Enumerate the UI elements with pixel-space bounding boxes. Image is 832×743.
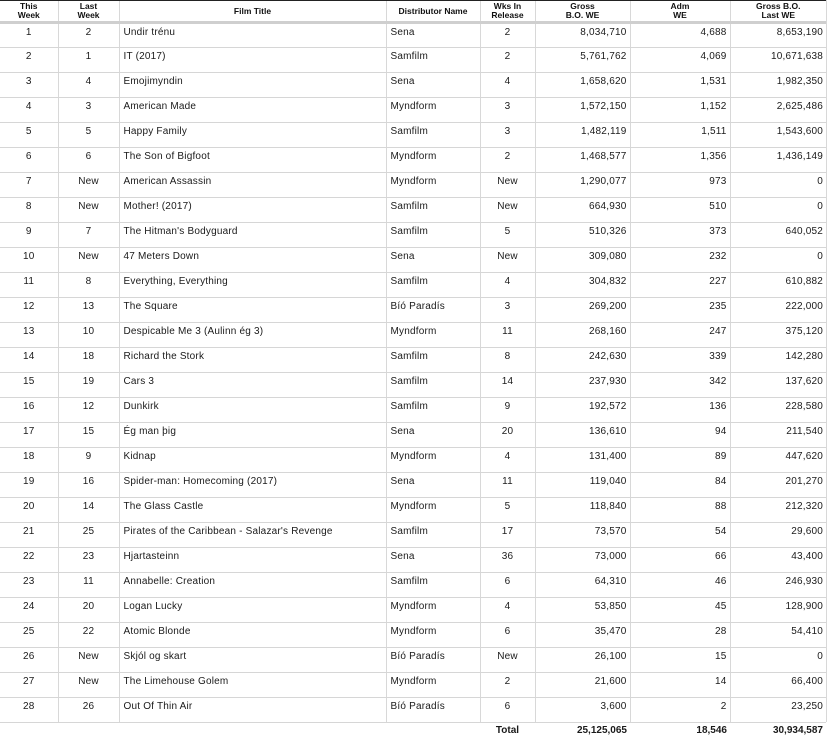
- cell-gross-bo-we: 3,600: [535, 698, 630, 723]
- cell-gross-bo-we: 131,400: [535, 448, 630, 473]
- cell-this-week: 5: [0, 123, 58, 148]
- cell-gross-bo-last-we: 222,000: [730, 298, 826, 323]
- header-film-title: Film Title: [119, 1, 386, 23]
- cell-film-title: Everything, Everything: [119, 273, 386, 298]
- table-row: [0, 598, 826, 623]
- cell-this-week: 26: [0, 648, 58, 673]
- cell-wks-in-release: New: [480, 198, 535, 223]
- cell-gross-bo-we: 8,034,710: [535, 23, 630, 48]
- cell-wks-in-release: 2: [480, 148, 535, 173]
- cell-distributor: Samfilm: [386, 48, 480, 73]
- table-row: [0, 73, 826, 98]
- cell-gross-bo-we: 1,658,620: [535, 73, 630, 98]
- cell-distributor: Myndform: [386, 98, 480, 123]
- cell-wks-in-release: 3: [480, 98, 535, 123]
- cell-adm-we: 88: [630, 498, 730, 523]
- cell-gross-bo-we: 242,630: [535, 348, 630, 373]
- cell-last-week: 10: [58, 323, 119, 348]
- cell-film-title: The Son of Bigfoot: [119, 148, 386, 173]
- cell-gross-bo-last-we: 0: [730, 198, 826, 223]
- cell-adm-we: 373: [630, 223, 730, 248]
- cell-film-title: The Limehouse Golem: [119, 673, 386, 698]
- cell-gross-bo-last-we: 29,600: [730, 523, 826, 548]
- table-row: [0, 248, 826, 273]
- cell-gross-bo-last-we: 228,580: [730, 398, 826, 423]
- cell-gross-bo-we: 269,200: [535, 298, 630, 323]
- header-adm-we: Adm WE: [630, 1, 730, 23]
- cell-distributor: Samfilm: [386, 223, 480, 248]
- cell-film-title: Out Of Thin Air: [119, 698, 386, 723]
- cell-adm-we: 84: [630, 473, 730, 498]
- cell-adm-we: 28: [630, 623, 730, 648]
- cell-gross-bo-last-we: 201,270: [730, 473, 826, 498]
- table-header: [0, 1, 826, 23]
- cell-last-week: 3: [58, 98, 119, 123]
- cell-wks-in-release: 6: [480, 573, 535, 598]
- table-row: [0, 423, 826, 448]
- cell-adm-we: 227: [630, 273, 730, 298]
- table-row: [0, 123, 826, 148]
- cell-film-title: Pirates of the Caribbean - Salazar's Revenge: [119, 523, 386, 548]
- table-row: [0, 148, 826, 173]
- cell-adm-we: 45: [630, 598, 730, 623]
- cell-adm-we: 232: [630, 248, 730, 273]
- cell-last-week: 1: [58, 48, 119, 73]
- cell-wks-in-release: 9: [480, 398, 535, 423]
- cell-film-title: The Glass Castle: [119, 498, 386, 523]
- cell-this-week: 15: [0, 373, 58, 398]
- cell-distributor: Myndform: [386, 498, 480, 523]
- table-row: [0, 573, 826, 598]
- table-row: [0, 23, 826, 48]
- cell-film-title: Richard the Stork: [119, 348, 386, 373]
- cell-film-title: Ég man þig: [119, 423, 386, 448]
- total-gross-bo-we: 25,125,065: [535, 723, 630, 743]
- cell-gross-bo-we: 192,572: [535, 398, 630, 423]
- cell-gross-bo-we: 5,761,762: [535, 48, 630, 73]
- cell-gross-bo-we: 73,570: [535, 523, 630, 548]
- table-row: [0, 498, 826, 523]
- table-row: [0, 223, 826, 248]
- cell-distributor: Myndform: [386, 148, 480, 173]
- cell-gross-bo-last-we: 137,620: [730, 373, 826, 398]
- cell-distributor: Myndform: [386, 673, 480, 698]
- cell-last-week: 20: [58, 598, 119, 623]
- cell-gross-bo-we: 237,930: [535, 373, 630, 398]
- cell-wks-in-release: 14: [480, 373, 535, 398]
- cell-gross-bo-we: 309,080: [535, 248, 630, 273]
- cell-this-week: 23: [0, 573, 58, 598]
- cell-gross-bo-last-we: 375,120: [730, 323, 826, 348]
- table-row: [0, 673, 826, 698]
- cell-last-week: 6: [58, 148, 119, 173]
- cell-adm-we: 89: [630, 448, 730, 473]
- cell-gross-bo-last-we: 54,410: [730, 623, 826, 648]
- cell-last-week: 13: [58, 298, 119, 323]
- cell-adm-we: 94: [630, 423, 730, 448]
- cell-distributor: Samfilm: [386, 198, 480, 223]
- cell-last-week: 8: [58, 273, 119, 298]
- cell-wks-in-release: 5: [480, 223, 535, 248]
- cell-adm-we: 1,511: [630, 123, 730, 148]
- cell-film-title: Dunkirk: [119, 398, 386, 423]
- cell-wks-in-release: 5: [480, 498, 535, 523]
- cell-this-week: 22: [0, 548, 58, 573]
- table-row: [0, 623, 826, 648]
- cell-adm-we: 4,069: [630, 48, 730, 73]
- cell-distributor: Samfilm: [386, 523, 480, 548]
- cell-last-week: New: [58, 673, 119, 698]
- cell-film-title: The Square: [119, 298, 386, 323]
- cell-distributor: Myndform: [386, 323, 480, 348]
- cell-gross-bo-last-we: 128,900: [730, 598, 826, 623]
- cell-gross-bo-last-we: 0: [730, 173, 826, 198]
- cell-gross-bo-last-we: 43,400: [730, 548, 826, 573]
- cell-film-title: American Assassin: [119, 173, 386, 198]
- cell-film-title: Spider-man: Homecoming (2017): [119, 473, 386, 498]
- cell-wks-in-release: 2: [480, 23, 535, 48]
- cell-adm-we: 46: [630, 573, 730, 598]
- table-body: [0, 23, 826, 723]
- cell-distributor: Samfilm: [386, 123, 480, 148]
- cell-this-week: 14: [0, 348, 58, 373]
- cell-wks-in-release: 2: [480, 48, 535, 73]
- cell-distributor: Myndform: [386, 448, 480, 473]
- cell-last-week: 12: [58, 398, 119, 423]
- cell-adm-we: 66: [630, 548, 730, 573]
- cell-gross-bo-last-we: 0: [730, 648, 826, 673]
- cell-this-week: 20: [0, 498, 58, 523]
- cell-gross-bo-last-we: 447,620: [730, 448, 826, 473]
- cell-gross-bo-we: 510,326: [535, 223, 630, 248]
- cell-wks-in-release: 4: [480, 598, 535, 623]
- cell-gross-bo-last-we: 246,930: [730, 573, 826, 598]
- table-row: [0, 648, 826, 673]
- cell-gross-bo-last-we: 640,052: [730, 223, 826, 248]
- cell-last-week: 22: [58, 623, 119, 648]
- cell-distributor: Sena: [386, 248, 480, 273]
- cell-last-week: 25: [58, 523, 119, 548]
- table-row: [0, 348, 826, 373]
- table-row: [0, 523, 826, 548]
- cell-gross-bo-we: 268,160: [535, 323, 630, 348]
- cell-adm-we: 1,356: [630, 148, 730, 173]
- cell-gross-bo-last-we: 142,280: [730, 348, 826, 373]
- table-row: [0, 173, 826, 198]
- header-gross-bo-last-we: Gross B.O. Last WE: [730, 1, 826, 23]
- cell-last-week: 16: [58, 473, 119, 498]
- cell-this-week: 9: [0, 223, 58, 248]
- table-row: [0, 198, 826, 223]
- cell-film-title: IT (2017): [119, 48, 386, 73]
- cell-adm-we: 136: [630, 398, 730, 423]
- table-row: [0, 473, 826, 498]
- cell-film-title: Despicable Me 3 (Aulinn ég 3): [119, 323, 386, 348]
- cell-last-week: 18: [58, 348, 119, 373]
- cell-this-week: 28: [0, 698, 58, 723]
- cell-this-week: 16: [0, 398, 58, 423]
- cell-film-title: 47 Meters Down: [119, 248, 386, 273]
- cell-distributor: Myndform: [386, 623, 480, 648]
- table-row: [0, 323, 826, 348]
- header-this-week: This Week: [0, 1, 58, 23]
- cell-film-title: Logan Lucky: [119, 598, 386, 623]
- cell-last-week: 19: [58, 373, 119, 398]
- cell-gross-bo-last-we: 1,543,600: [730, 123, 826, 148]
- cell-adm-we: 510: [630, 198, 730, 223]
- cell-gross-bo-last-we: 0: [730, 248, 826, 273]
- cell-adm-we: 2: [630, 698, 730, 723]
- table-row: [0, 373, 826, 398]
- cell-adm-we: 973: [630, 173, 730, 198]
- cell-this-week: 18: [0, 448, 58, 473]
- cell-this-week: 3: [0, 73, 58, 98]
- cell-adm-we: 54: [630, 523, 730, 548]
- cell-distributor: Samfilm: [386, 348, 480, 373]
- cell-last-week: 5: [58, 123, 119, 148]
- cell-distributor: Samfilm: [386, 573, 480, 598]
- cell-gross-bo-we: 1,290,077: [535, 173, 630, 198]
- cell-gross-bo-last-we: 211,540: [730, 423, 826, 448]
- cell-wks-in-release: 36: [480, 548, 535, 573]
- table-row: [0, 448, 826, 473]
- table-row: [0, 398, 826, 423]
- table-row: [0, 273, 826, 298]
- cell-film-title: Annabelle: Creation: [119, 573, 386, 598]
- cell-gross-bo-last-we: 10,671,638: [730, 48, 826, 73]
- cell-film-title: Kidnap: [119, 448, 386, 473]
- cell-gross-bo-last-we: 23,250: [730, 698, 826, 723]
- cell-adm-we: 235: [630, 298, 730, 323]
- cell-wks-in-release: 6: [480, 698, 535, 723]
- cell-adm-we: 4,688: [630, 23, 730, 48]
- header-distributor-name: Distributor Name: [386, 1, 480, 23]
- cell-film-title: Cars 3: [119, 373, 386, 398]
- cell-gross-bo-last-we: 212,320: [730, 498, 826, 523]
- cell-wks-in-release: New: [480, 248, 535, 273]
- cell-wks-in-release: 3: [480, 123, 535, 148]
- table-row: [0, 548, 826, 573]
- cell-gross-bo-we: 1,572,150: [535, 98, 630, 123]
- table-row: [0, 98, 826, 123]
- cell-gross-bo-last-we: 66,400: [730, 673, 826, 698]
- cell-gross-bo-we: 664,930: [535, 198, 630, 223]
- cell-gross-bo-last-we: 1,982,350: [730, 73, 826, 98]
- cell-this-week: 10: [0, 248, 58, 273]
- cell-wks-in-release: 8: [480, 348, 535, 373]
- header-gross-bo-we: Gross B.O. WE: [535, 1, 630, 23]
- cell-distributor: Sena: [386, 473, 480, 498]
- cell-gross-bo-we: 1,482,119: [535, 123, 630, 148]
- cell-distributor: Sena: [386, 73, 480, 98]
- cell-distributor: Bíó Paradís: [386, 648, 480, 673]
- cell-film-title: Mother! (2017): [119, 198, 386, 223]
- cell-distributor: Sena: [386, 23, 480, 48]
- table-row: [0, 48, 826, 73]
- cell-last-week: New: [58, 198, 119, 223]
- cell-this-week: 4: [0, 98, 58, 123]
- cell-gross-bo-last-we: 1,436,149: [730, 148, 826, 173]
- cell-film-title: The Hitman's Bodyguard: [119, 223, 386, 248]
- cell-this-week: 27: [0, 673, 58, 698]
- cell-this-week: 17: [0, 423, 58, 448]
- cell-adm-we: 342: [630, 373, 730, 398]
- cell-wks-in-release: 20: [480, 423, 535, 448]
- table-right-border: [826, 0, 827, 722]
- cell-gross-bo-we: 119,040: [535, 473, 630, 498]
- cell-gross-bo-last-we: 8,653,190: [730, 23, 826, 48]
- cell-wks-in-release: 11: [480, 323, 535, 348]
- cell-gross-bo-last-we: 610,882: [730, 273, 826, 298]
- cell-gross-bo-we: 53,850: [535, 598, 630, 623]
- cell-last-week: 9: [58, 448, 119, 473]
- cell-this-week: 11: [0, 273, 58, 298]
- total-adm-we: 18,546: [630, 723, 730, 743]
- cell-this-week: 12: [0, 298, 58, 323]
- cell-last-week: 7: [58, 223, 119, 248]
- cell-film-title: Atomic Blonde: [119, 623, 386, 648]
- total-label: Total: [480, 723, 535, 743]
- cell-adm-we: 15: [630, 648, 730, 673]
- cell-last-week: 2: [58, 23, 119, 48]
- cell-gross-bo-we: 26,100: [535, 648, 630, 673]
- total-gross-bo-last-we: 30,934,587: [730, 723, 826, 743]
- cell-gross-bo-we: 35,470: [535, 623, 630, 648]
- cell-film-title: American Made: [119, 98, 386, 123]
- cell-last-week: 23: [58, 548, 119, 573]
- cell-wks-in-release: 17: [480, 523, 535, 548]
- cell-wks-in-release: 3: [480, 298, 535, 323]
- cell-gross-bo-we: 118,840: [535, 498, 630, 523]
- cell-last-week: 15: [58, 423, 119, 448]
- cell-this-week: 8: [0, 198, 58, 223]
- cell-this-week: 6: [0, 148, 58, 173]
- cell-gross-bo-we: 1,468,577: [535, 148, 630, 173]
- cell-distributor: Bíó Paradís: [386, 298, 480, 323]
- cell-last-week: New: [58, 648, 119, 673]
- cell-this-week: 25: [0, 623, 58, 648]
- cell-distributor: Samfilm: [386, 398, 480, 423]
- cell-last-week: 11: [58, 573, 119, 598]
- cell-distributor: Sena: [386, 548, 480, 573]
- cell-last-week: 26: [58, 698, 119, 723]
- cell-adm-we: 339: [630, 348, 730, 373]
- cell-last-week: 4: [58, 73, 119, 98]
- cell-this-week: 2: [0, 48, 58, 73]
- cell-distributor: Samfilm: [386, 373, 480, 398]
- cell-adm-we: 247: [630, 323, 730, 348]
- cell-last-week: 14: [58, 498, 119, 523]
- cell-adm-we: 1,531: [630, 73, 730, 98]
- cell-adm-we: 1,152: [630, 98, 730, 123]
- cell-film-title: Hjartasteinn: [119, 548, 386, 573]
- cell-this-week: 13: [0, 323, 58, 348]
- cell-this-week: 1: [0, 23, 58, 48]
- table-row: [0, 298, 826, 323]
- cell-wks-in-release: 6: [480, 623, 535, 648]
- cell-film-title: Happy Family: [119, 123, 386, 148]
- cell-distributor: Samfilm: [386, 273, 480, 298]
- cell-film-title: Emojimyndin: [119, 73, 386, 98]
- cell-adm-we: 14: [630, 673, 730, 698]
- cell-wks-in-release: New: [480, 173, 535, 198]
- cell-this-week: 24: [0, 598, 58, 623]
- cell-gross-bo-we: 21,600: [535, 673, 630, 698]
- cell-wks-in-release: 2: [480, 673, 535, 698]
- cell-this-week: 21: [0, 523, 58, 548]
- cell-film-title: Skjól og skart: [119, 648, 386, 673]
- cell-wks-in-release: 4: [480, 448, 535, 473]
- cell-wks-in-release: 4: [480, 273, 535, 298]
- cell-distributor: Bíó Paradís: [386, 698, 480, 723]
- cell-wks-in-release: 11: [480, 473, 535, 498]
- cell-this-week: 19: [0, 473, 58, 498]
- cell-distributor: Myndform: [386, 598, 480, 623]
- cell-gross-bo-we: 73,000: [535, 548, 630, 573]
- cell-this-week: 7: [0, 173, 58, 198]
- header-wks-in-release: Wks In Release: [480, 1, 535, 23]
- cell-wks-in-release: 4: [480, 73, 535, 98]
- header-last-week: Last Week: [58, 1, 119, 23]
- cell-gross-bo-we: 304,832: [535, 273, 630, 298]
- cell-last-week: New: [58, 173, 119, 198]
- cell-wks-in-release: New: [480, 648, 535, 673]
- cell-film-title: Undir trénu: [119, 23, 386, 48]
- cell-gross-bo-we: 136,610: [535, 423, 630, 448]
- cell-last-week: New: [58, 248, 119, 273]
- cell-distributor: Sena: [386, 423, 480, 448]
- cell-gross-bo-we: 64,310: [535, 573, 630, 598]
- cell-gross-bo-last-we: 2,625,486: [730, 98, 826, 123]
- table-row: [0, 698, 826, 723]
- cell-distributor: Myndform: [386, 173, 480, 198]
